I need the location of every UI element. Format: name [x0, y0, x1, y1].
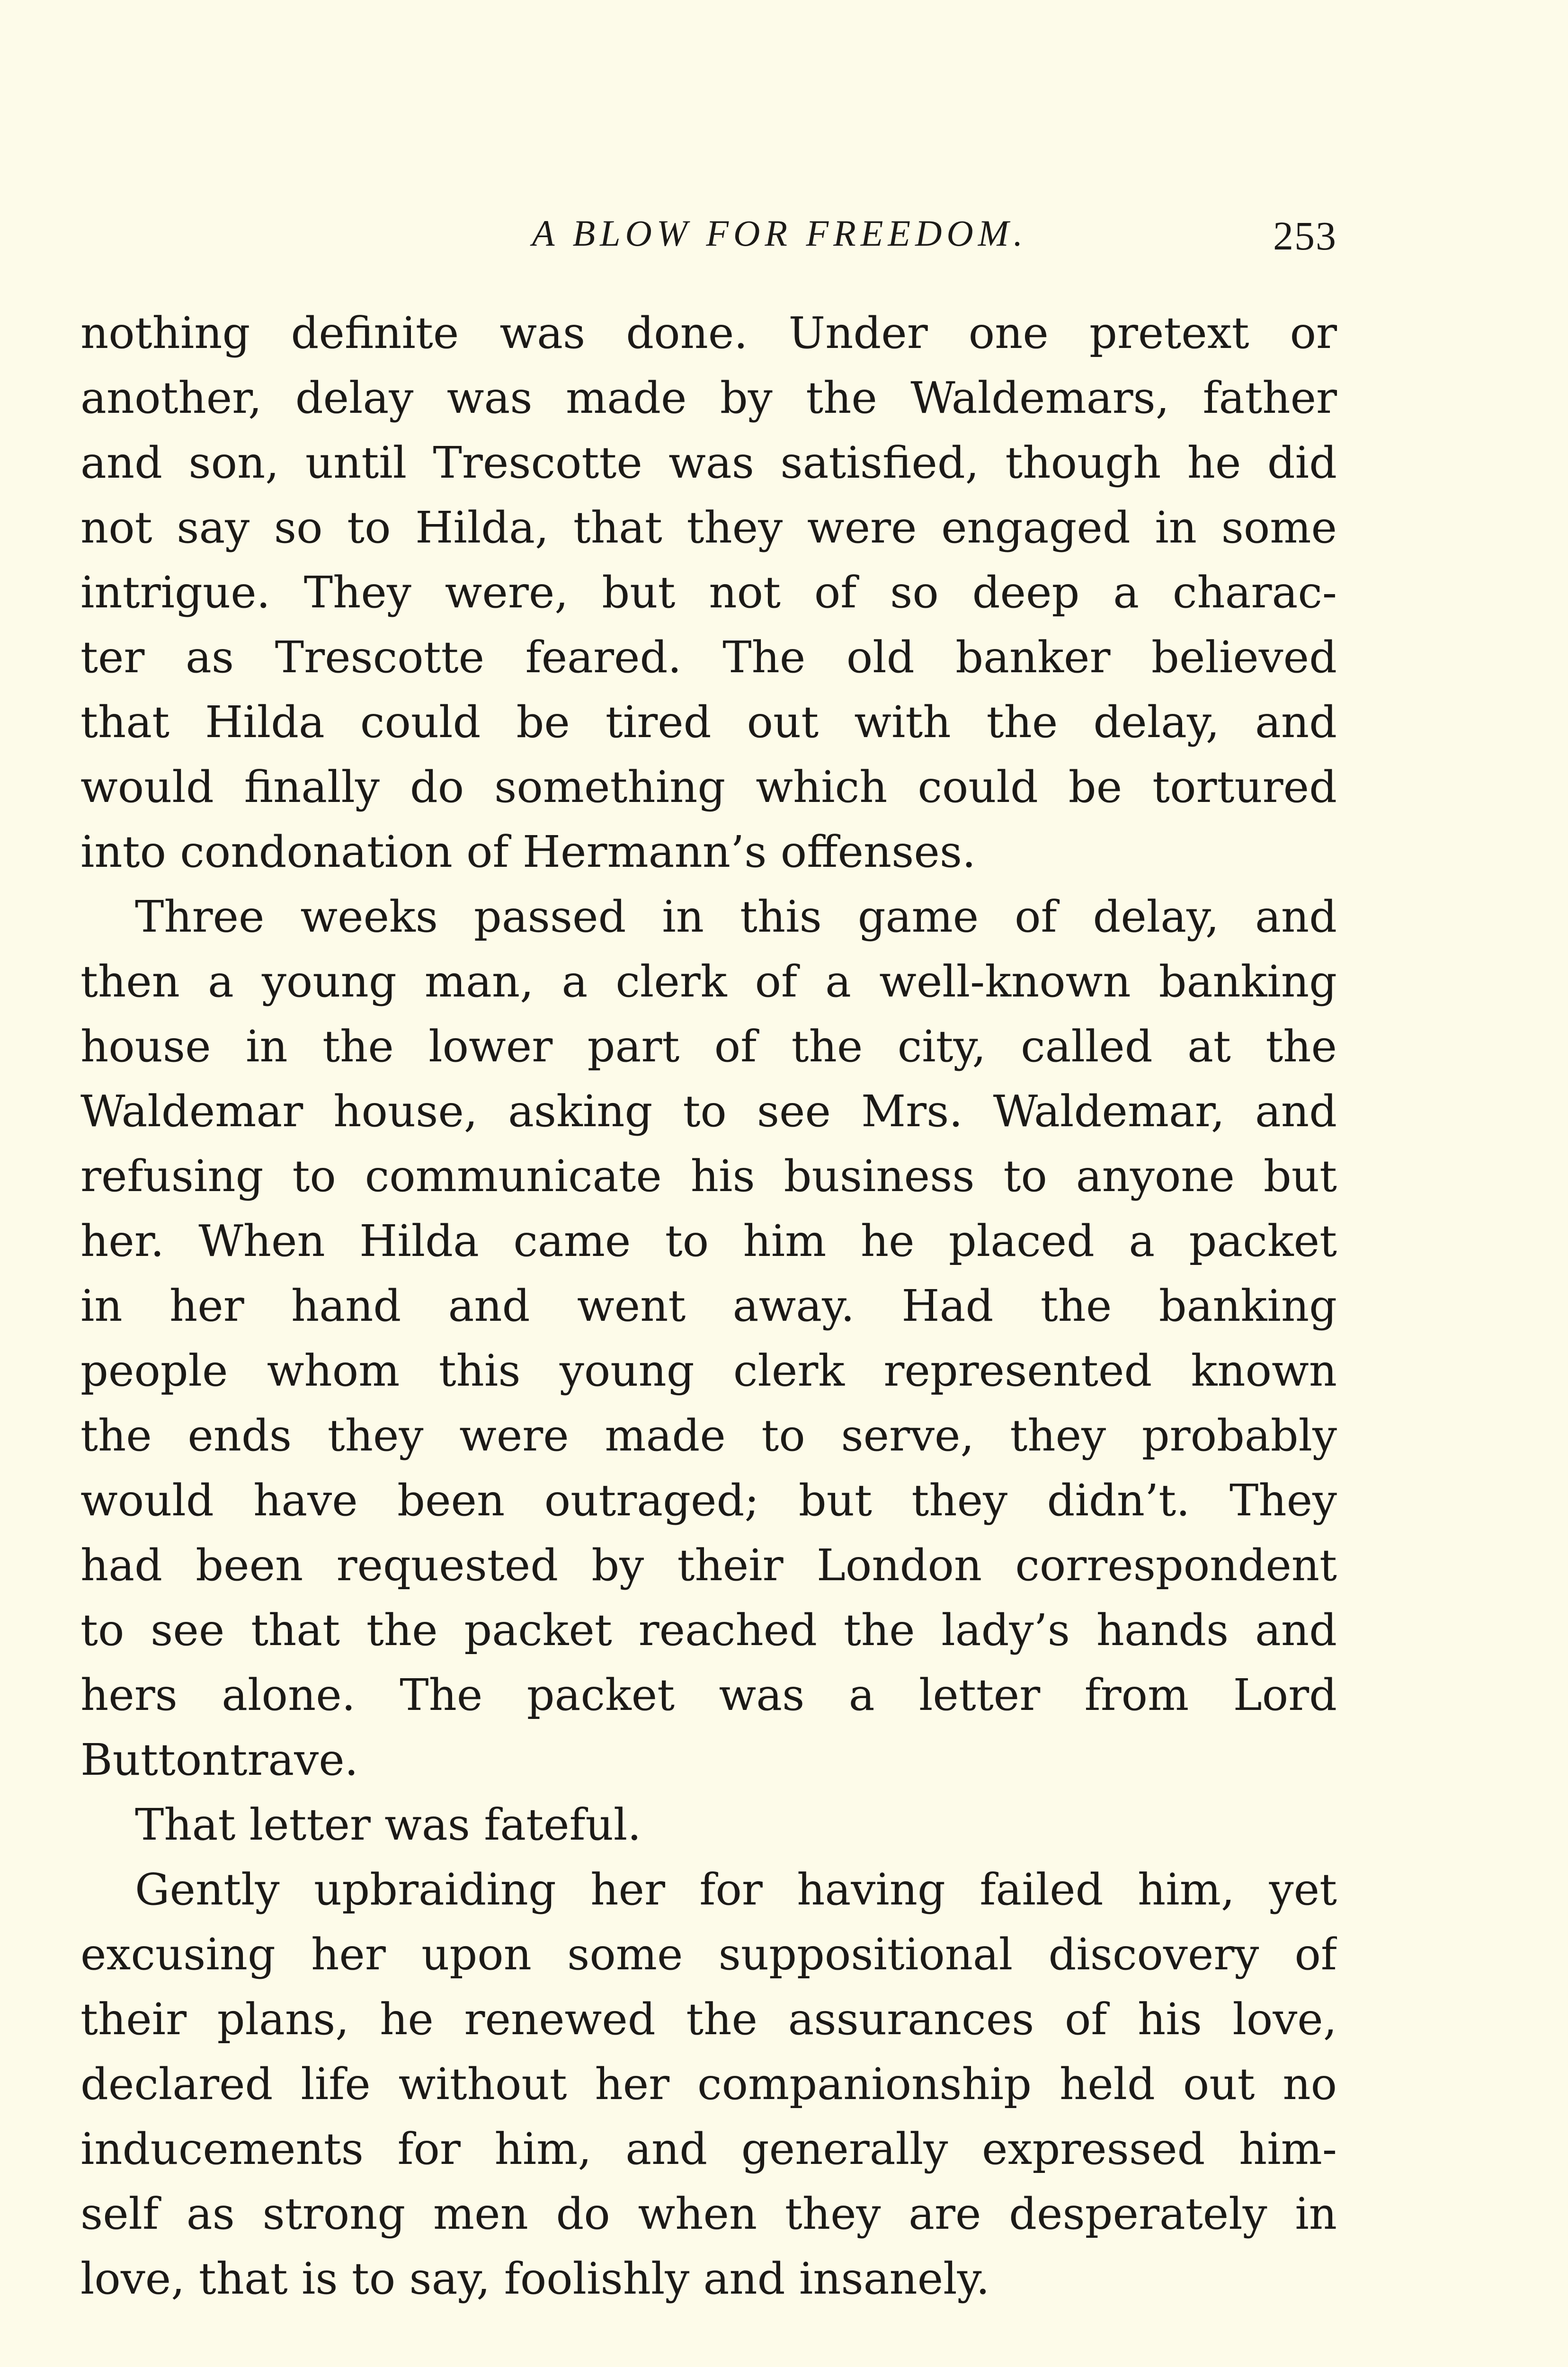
- text-line: hers alone. The packet was a letter from Lord: [80, 1670, 1337, 1720]
- text-line: house in the lower part of the city, called at the: [80, 1021, 1337, 1072]
- text-line: Waldemar house, asking to see Mrs. Waldemar, and: [80, 1086, 1337, 1137]
- text-line: excusing her upon some suppositional discovery of: [80, 1929, 1337, 1980]
- text-line: would have been outraged; but they didn’t. They: [80, 1475, 1337, 1526]
- paragraph-end-line: Buttontrave.: [80, 1735, 358, 1785]
- text-line: not say so to Hilda, that they were engaged in some: [80, 502, 1337, 553]
- text-line: their plans, he renewed the assurances of his love,: [80, 1994, 1337, 2045]
- text-line: declared life without her companionship held out no: [80, 2059, 1337, 2109]
- text-line: then a young man, a clerk of a well-known banking: [80, 956, 1337, 1007]
- text-line: and son, until Trescotte was satisfied, though he did: [80, 437, 1337, 488]
- body-text: [80, 301, 1337, 2311]
- running-head: [80, 212, 1337, 264]
- paragraph-start-line: Three weeks passed in this game of delay, and: [135, 891, 1337, 942]
- page-number: 253: [1273, 213, 1337, 258]
- paragraph-end-line: love, that is to say, foolishly and insanely.: [80, 2253, 990, 2304]
- text-line: to see that the packet reached the lady’s hands and: [80, 1605, 1337, 1655]
- text-line: people whom this young clerk represented known: [80, 1345, 1337, 1396]
- paragraph-end-line: into condonation of Hermann’s offenses.: [80, 827, 976, 877]
- text-line: nothing definite was done. Under one pretext or: [80, 308, 1337, 358]
- text-line: that Hilda could be tired out with the delay, and: [80, 697, 1337, 747]
- text-line: in her hand and went away. Had the banking: [80, 1281, 1337, 1331]
- text-line: her. When Hilda came to him he placed a packet: [80, 1216, 1337, 1266]
- text-line: self as strong men do when they are desperately in: [80, 2189, 1337, 2239]
- paragraph-start-line: Gently upbraiding her for having failed him, yet: [135, 1864, 1337, 1915]
- text-line: had been requested by their London correspondent: [80, 1540, 1337, 1591]
- paragraph-single-line: That letter was fateful.: [135, 1799, 641, 1850]
- running-title: A BLOW FOR FREEDOM.: [532, 213, 1028, 254]
- text-line: the ends they were made to serve, they probably: [80, 1410, 1337, 1461]
- text-line: another, delay was made by the Waldemars, father: [80, 373, 1337, 423]
- text-line: inducements for him, and generally expressed him-: [80, 2124, 1337, 2174]
- text-line: intrigue. They were, but not of so deep a charac-: [80, 567, 1337, 618]
- text-line: would finally do something which could be tortured: [80, 762, 1337, 812]
- text-line: refusing to communicate his business to anyone but: [80, 1151, 1337, 1201]
- text-line: ter as Trescotte feared. The old banker believed: [80, 632, 1337, 683]
